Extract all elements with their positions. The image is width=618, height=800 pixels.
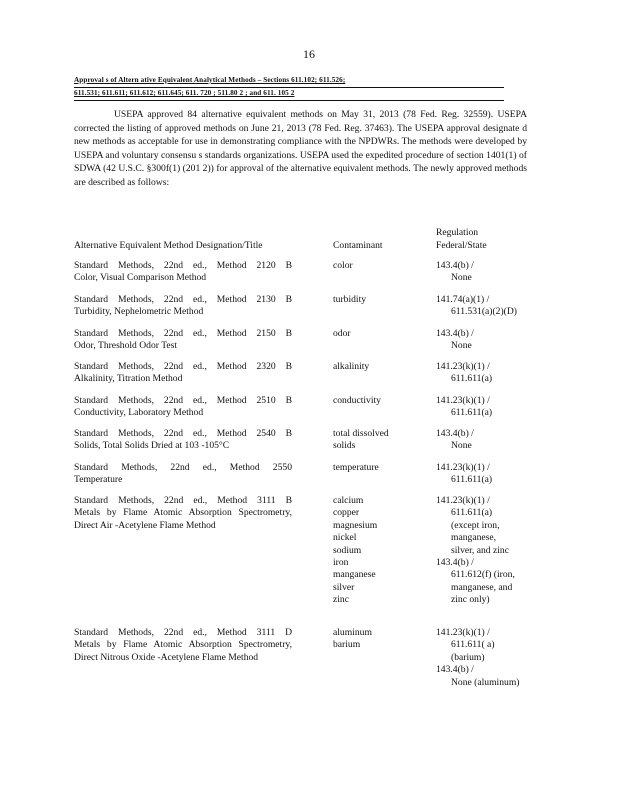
contaminant-name: solids [333,440,356,452]
regulation-citation: None [451,272,472,284]
regulation-citation: 611.531(a)(2)(D) [451,306,517,318]
regulation-citation: 611.611(a) [451,373,493,385]
regulation-citation: 141.23(k)(1) / [436,361,490,372]
contaminant-name: sodium [333,544,362,556]
regulation-citation: 611.611(a) [451,407,493,419]
regulation-cell [436,328,528,353]
regulation-citation: 141.23(k)(1) / [436,395,490,406]
regulation-cell [436,462,528,487]
regulation-citation: 611.612(f) (iron, [451,569,515,581]
regulation-citation: None [451,440,472,452]
regulation-citation: 141.23(k)(1) / [436,495,490,506]
method-title: Metals by Flame Atomic Absorption Spectrometry, Direct Nitrous Oxide -Acetylene Flame Method [74,639,292,663]
regulation-cell [436,260,528,285]
regulation-cell [436,395,528,420]
regulation-citation: manganese, and [451,581,513,593]
method-designation-line1: Standard Methods, 22nd ed., Method 3111 D [74,627,292,638]
method-designation-cell [74,495,292,532]
contaminant-cell [333,294,423,306]
running-head-line-1: Approval s of Altern ative Equivalent Analytical Methods – Sections 611.102; 611.526; [74,76,346,84]
regulation-citation: 611.611(a) [451,507,493,519]
method-designation-cell [74,260,292,285]
contaminant-cell [333,395,423,407]
regulation-citation: 143.4(b) / [436,428,474,439]
contaminant-name: aluminum [333,627,372,638]
method-designation-line1: Standard Methods, 22nd ed., Method 2320 B [74,361,292,372]
running-head-rule-2 [74,100,504,101]
column-header-regulation [436,227,487,252]
method-title: Solids, Total Solids Dried at 103 -105°C [74,440,230,452]
regulation-citation: 611.611( a) [451,639,495,651]
method-title: Alkalinity, Titration Method [74,373,183,385]
method-designation-cell [74,395,292,420]
method-designation-line1: Standard Methods, 22nd ed., Method 2510 B [74,395,292,406]
method-designation-cell [74,328,292,353]
method-designation-line1: Standard Methods, 22nd ed., Method 2540 B [74,428,292,439]
method-title: Temperature [74,474,123,486]
method-designation-line1: Standard Methods, 22nd ed., Method 2120 B [74,260,292,271]
method-designation-cell [74,428,292,453]
column-header-regulation-line2: Federal/State [436,239,487,251]
contaminant-name: temperature [333,462,379,473]
contaminant-name: turbidity [333,294,367,305]
regulation-citation: 143.4(b) / [436,664,474,676]
contaminant-name: total dissolved [333,428,389,439]
method-designation-line1: Standard Methods, 22nd ed., Method 2550 [74,462,292,473]
contaminant-name: iron [333,557,349,569]
regulation-cell [436,428,528,453]
regulation-citation: None (aluminum) [451,676,520,688]
contaminant-name: zinc [333,594,349,606]
regulation-citation: manganese, [451,532,497,544]
contaminant-name: nickel [333,532,357,544]
contaminant-name: calcium [333,495,364,506]
regulation-citation: 611.611(a) [451,474,493,486]
regulation-cell [436,361,528,386]
contaminant-name: color [333,260,353,271]
method-designation-cell [74,294,292,319]
contaminant-cell [333,495,423,607]
contaminant-name: magnesium [333,519,378,531]
contaminant-name: barium [333,639,361,651]
page-number: 16 [303,47,315,61]
regulation-citation: silver, and zinc [451,544,509,556]
running-head-rule-1 [74,87,504,88]
regulation-citation: 141.23(k)(1) / [436,627,490,638]
contaminant-cell [333,627,423,652]
method-designation-cell [74,627,292,664]
intro-paragraph: USEPA approved 84 alternative equivalent methods on May 31, 2013 (78 Fed. Reg. 32559). USEPA corrected the listing of approved methods on June 21, 2013 (78 Fed. Reg. 37463). The USEPA approval designate d new methods as acceptable for use in demonstrating compliance with the NPDWRs. The methods were developed by USEPA and voluntary consensu s standards organizations. USEPA used the expedited procedure of section 1401(1) of SDWA (42 U.S.C. §300f(1) (201 2)) for approval of the alternative equivalent methods. The newly approved methods are described as follows: [74,109,527,188]
method-designation-line1: Standard Methods, 22nd ed., Method 2150 B [74,328,292,339]
contaminant-name: odor [333,328,351,339]
running-head-line-2: 611.531; 611.611; 611.612; 611.645; 611. 720 ; 511.80 2 ; and 611. 105 2 [74,89,295,97]
regulation-citation: (barium) [451,651,485,663]
regulation-citation: (except iron, [451,519,500,531]
method-designation-cell [74,361,292,386]
contaminant-cell [333,462,423,474]
contaminant-name: alkalinity [333,361,370,372]
method-designation-cell [74,462,292,487]
column-header-contaminant: Contaminant [333,240,383,251]
column-header-regulation-line1: Regulation [436,227,479,238]
regulation-cell [436,495,528,607]
contaminant-name: manganese [333,569,376,581]
method-title: Metals by Flame Atomic Absorption Spectrometry, Direct Air -Acetylene Flame Method [74,507,292,531]
method-title: Odor, Threshold Odor Test [74,340,178,352]
column-header-method: Alternative Equivalent Method Designation/Title [74,240,263,251]
contaminant-cell [333,260,423,272]
regulation-citation: 141.74(a)(1) / [436,294,490,305]
contaminant-name: copper [333,507,360,519]
regulation-citation: 143.4(b) / [436,260,474,271]
regulation-citation: 141.23(k)(1) / [436,462,490,473]
contaminant-name: silver [333,581,355,593]
contaminant-cell [333,361,423,373]
method-title: Conductivity, Laboratory Method [74,407,204,419]
regulation-citation: 143.4(b) / [436,557,474,569]
regulation-citation: None [451,340,472,352]
method-title: Turbidity, Nephelometric Method [74,306,204,318]
contaminant-name: conductivity [333,395,381,406]
method-designation-line1: Standard Methods, 22nd ed., Method 2130 B [74,294,292,305]
regulation-cell [436,627,528,689]
regulation-cell [436,294,528,319]
regulation-citation: zinc only) [451,594,490,606]
contaminant-cell [333,428,423,453]
method-designation-line1: Standard Methods, 22nd ed., Method 3111 B [74,495,292,506]
method-title: Color, Visual Comparison Method [74,272,207,284]
contaminant-cell [333,328,423,340]
regulation-citation: 143.4(b) / [436,328,474,339]
